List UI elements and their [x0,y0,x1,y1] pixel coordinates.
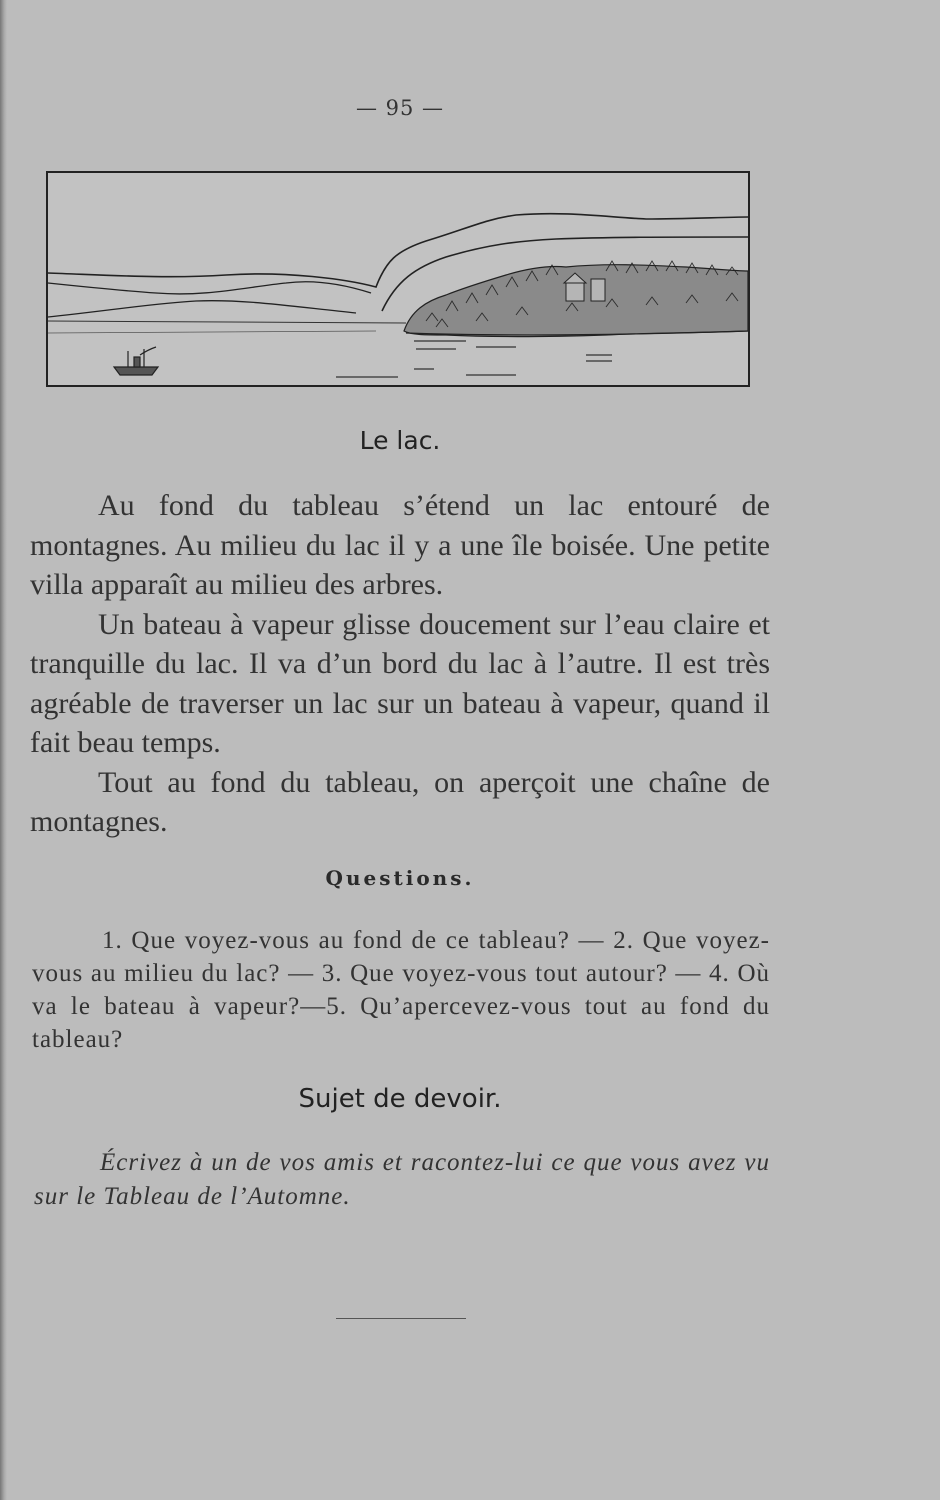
devoir-text: Écrivez à un de vos amis et racontez-lui ce que vous avez vu sur le Tableau de l’Automne. [34,1149,770,1210]
paragraph-3: Tout au fond du tableau, on aperçoit une chaîne de montagnes. [30,765,770,838]
figure-caption: Le lac. [359,426,441,455]
end-rule [336,1318,466,1319]
paragraph-2: Un bateau à vapeur glisse doucement sur l’eau claire et tranquille du lac. Il va d’un bord du lac à l’autre. Il est très agréable de traverser un lac sur un bateau à vapeur, quand il fait beau temps. [30,607,770,759]
page-number: — 95 — [355,96,445,120]
devoir-heading: Sujet de devoir. [298,1084,502,1114]
page-edge [0,0,7,1500]
questions-text: 1. Que voyez-vous au fond de ce tableau? — 2. Que voyez-vous au milieu du lac? — 3. Que voyez-vous tout autour? — 4. Où va le bateau à vapeur?—5. Qu’apercevez-vous tout au fond du tableau? [32,927,770,1053]
questions-heading: Questions. [325,866,475,890]
body-text [30,486,770,842]
paragraph-1: Au fond du tableau s’étend un lac entouré de montagnes. Au milieu du lac il y a une île boisée. Une petite villa apparaît au milieu des arbres. [30,489,770,601]
lake-illustration [46,171,750,387]
